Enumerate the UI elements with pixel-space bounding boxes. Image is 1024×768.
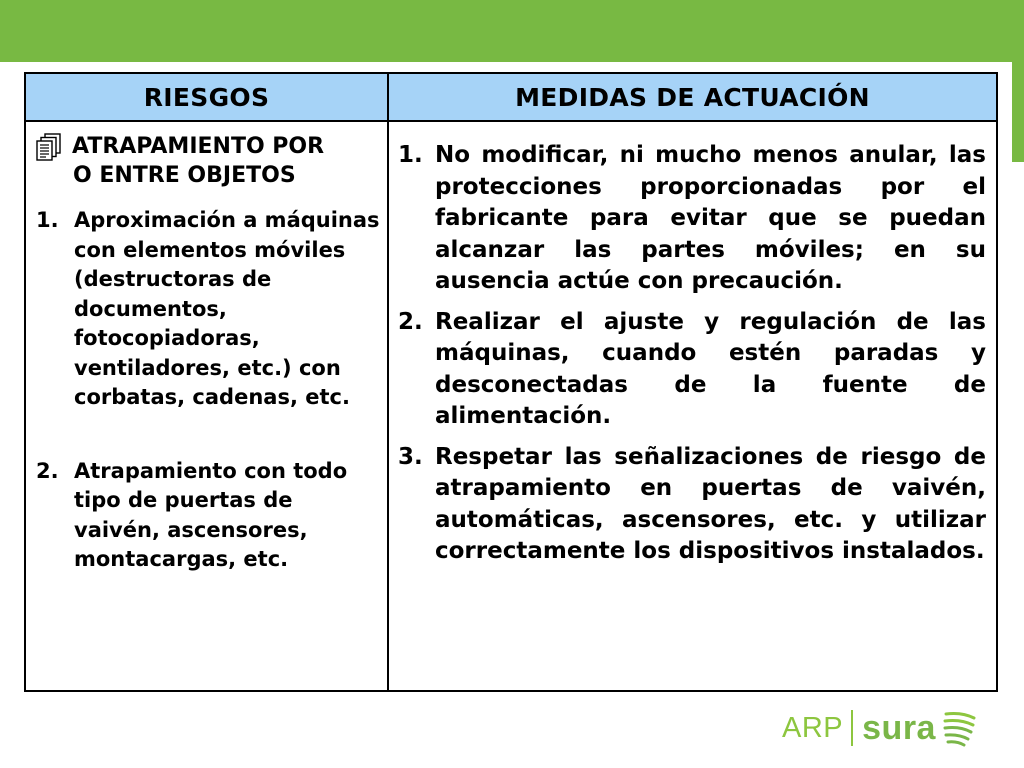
column-divider (387, 74, 389, 690)
measure-item (398, 442, 986, 568)
risk-item-text: Atrapamiento con todo tipo de puertas de vaivén, ascensores, montacargas, etc. (74, 458, 348, 571)
risk-item-text: Aproximación a máquinas con elementos móviles (destructoras de documentos, fotocopiadoras, ventiladores, etc.) con corbatas, cadenas, etc. (74, 208, 380, 409)
risk-title-line-1: ATRAPAMIENTO POR (72, 134, 325, 159)
measure-item-number: 2. (398, 308, 423, 335)
risk-title (36, 132, 381, 161)
risk-measures-table (24, 72, 998, 692)
risk-item (36, 457, 381, 575)
measure-item-number: 3. (398, 443, 423, 470)
arp-sura-logo (782, 703, 992, 753)
risk-item (36, 206, 381, 413)
logo-arp-text: ARP (782, 711, 844, 744)
right-green-band (1012, 62, 1024, 162)
measure-item-text: Respetar las señalizaciones de riesgo de atrapamiento en puertas de vaivén, automáticas, ascensores, etc. y utilizar correctamente los dispositivos instalados. (435, 443, 986, 564)
header-medidas: MEDIDAS DE ACTUACIÓN (515, 82, 870, 112)
measure-item-text: Realizar el ajuste y regulación de las máquinas, cuando estén paradas y desconectadas de la fuente de alimentación. (435, 308, 986, 429)
document-stack-icon (36, 133, 62, 161)
logo-sura-text: sura (862, 708, 936, 747)
measure-item (398, 140, 986, 298)
sura-swoosh-icon (942, 708, 976, 748)
risk-item-number: 2. (36, 458, 59, 483)
measure-item (398, 307, 986, 433)
measures-column (398, 140, 986, 577)
measure-item-number: 1. (398, 142, 423, 168)
risks-column (36, 132, 381, 575)
risk-item-number: 1. (36, 208, 59, 232)
logo-separator (851, 710, 853, 746)
top-green-band (0, 0, 1024, 62)
risk-title-line-2: O ENTRE OBJETOS (73, 163, 296, 188)
measure-item-text: No modificar, ni mucho menos anular, las protecciones proporcionadas por el fabricante para evitar que se puedan alcanzar las partes móviles; en su ausencia actúe con precaución. (435, 142, 986, 294)
table-header-row (26, 74, 996, 122)
header-riesgos: RIESGOS (143, 82, 270, 112)
